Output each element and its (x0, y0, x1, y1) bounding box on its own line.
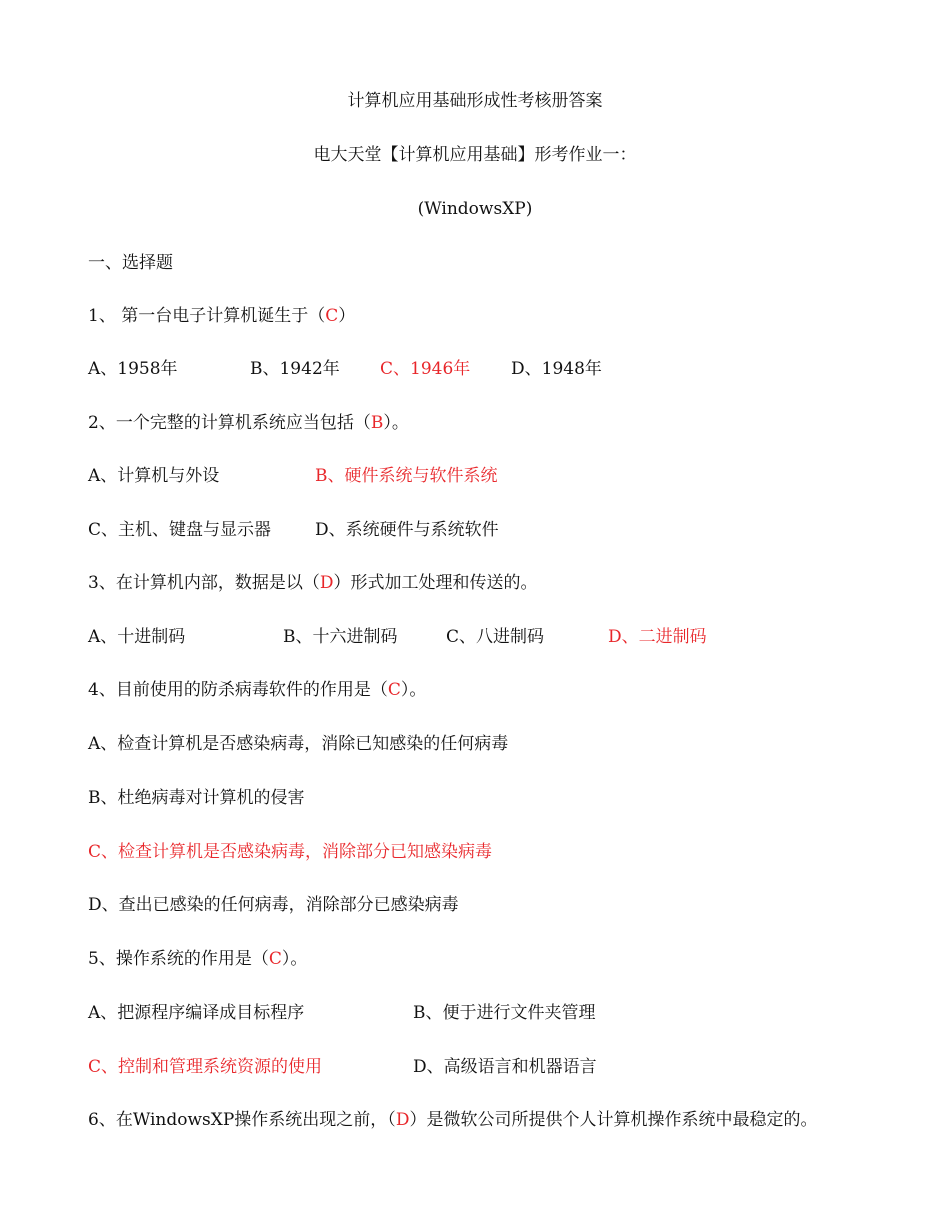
question-5-suffix: ）。 (281, 949, 308, 969)
question-1-option-c: C、1946年 (380, 359, 471, 379)
question-4-answer: C (387, 680, 401, 700)
question-4 (88, 680, 426, 700)
question-5-option-b: B、便于进行文件夹管理 (413, 1003, 596, 1023)
question-4-option-c: C、检查计算机是否感染病毒，消除部分已知感染病毒 (88, 842, 493, 862)
question-2-text: 2、一个完整的计算机系统应当包括（ (88, 413, 371, 433)
question-3-options (88, 627, 868, 647)
question-4-option-d: D、查出已感染的任何病毒，消除部分已感染病毒 (88, 895, 459, 915)
question-6-text: 6、在WindowsXP操作系统出现之前，（ (88, 1110, 396, 1130)
question-2-option-c: C、主机、键盘与显示器 (88, 520, 272, 540)
question-5-option-a: A、把源程序编译成目标程序 (88, 1003, 305, 1023)
question-6 (88, 1110, 817, 1130)
question-1 (88, 306, 355, 326)
question-3-option-d: D、二进制码 (608, 627, 707, 647)
question-2-option-d: D、系统硬件与系统软件 (315, 520, 499, 540)
question-4-text: 4、目前使用的防杀病毒软件的作用是（ (88, 680, 388, 700)
question-5-text: 5、操作系统的作用是（ (88, 949, 269, 969)
document-title: 计算机应用基础形成性考核册答案 (347, 91, 603, 111)
question-3-option-c: C、八进制码 (446, 627, 545, 647)
question-1-options (88, 359, 868, 379)
question-2-option-b: B、硬件系统与软件系统 (315, 466, 498, 486)
question-1-text: 1、 第一台电子计算机诞生于（ (88, 306, 326, 326)
document-subtitle: 电大天堂【计算机应用基础】形考作业一： (313, 145, 637, 165)
question-2 (88, 413, 409, 433)
question-5-answer: C (268, 949, 282, 969)
question-1-option-d: D、1948年 (511, 359, 602, 379)
question-3-option-a: A、十进制码 (88, 627, 186, 647)
question-2-answer: B (370, 413, 384, 433)
question-1-answer: C (325, 306, 339, 326)
question-3 (88, 573, 537, 593)
question-2-option-a: A、计算机与外设 (88, 466, 220, 486)
question-1-option-b: B、1942年 (250, 359, 340, 379)
question-5-options-row-2 (88, 1057, 868, 1077)
question-4-option-b: B、杜绝病毒对计算机的侵害 (88, 788, 305, 808)
question-3-option-b: B、十六进制码 (283, 627, 398, 647)
question-2-options-row-2 (88, 520, 868, 540)
question-2-suffix: ）。 (383, 413, 409, 433)
question-5-options-row-1 (88, 1003, 868, 1023)
question-3-text: 3、在计算机内部，数据是以（ (88, 573, 320, 593)
question-4-suffix: ）。 (400, 680, 427, 700)
question-5-option-d: D、高级语言和机器语言 (413, 1057, 597, 1077)
question-4-option-a: A、检查计算机是否感染病毒，消除已知感染的任何病毒 (88, 734, 509, 754)
document-edition: (WindowsXP) (417, 199, 533, 219)
question-3-answer: D (319, 573, 334, 593)
question-5-option-c: C、控制和管理系统资源的使用 (88, 1057, 323, 1077)
question-1-option-a: A、1958年 (88, 359, 178, 379)
question-5 (88, 949, 307, 969)
question-2-options-row-1 (88, 466, 868, 486)
section-heading: 一、选择题 (88, 253, 173, 273)
question-6-suffix: ）是微软公司所提供个人计算机操作系统中最稳定的。 (409, 1110, 818, 1130)
question-3-suffix: ）形式加工处理和传送的。 (333, 573, 538, 593)
question-1-suffix: ） (338, 306, 356, 326)
question-6-answer: D (395, 1110, 410, 1130)
